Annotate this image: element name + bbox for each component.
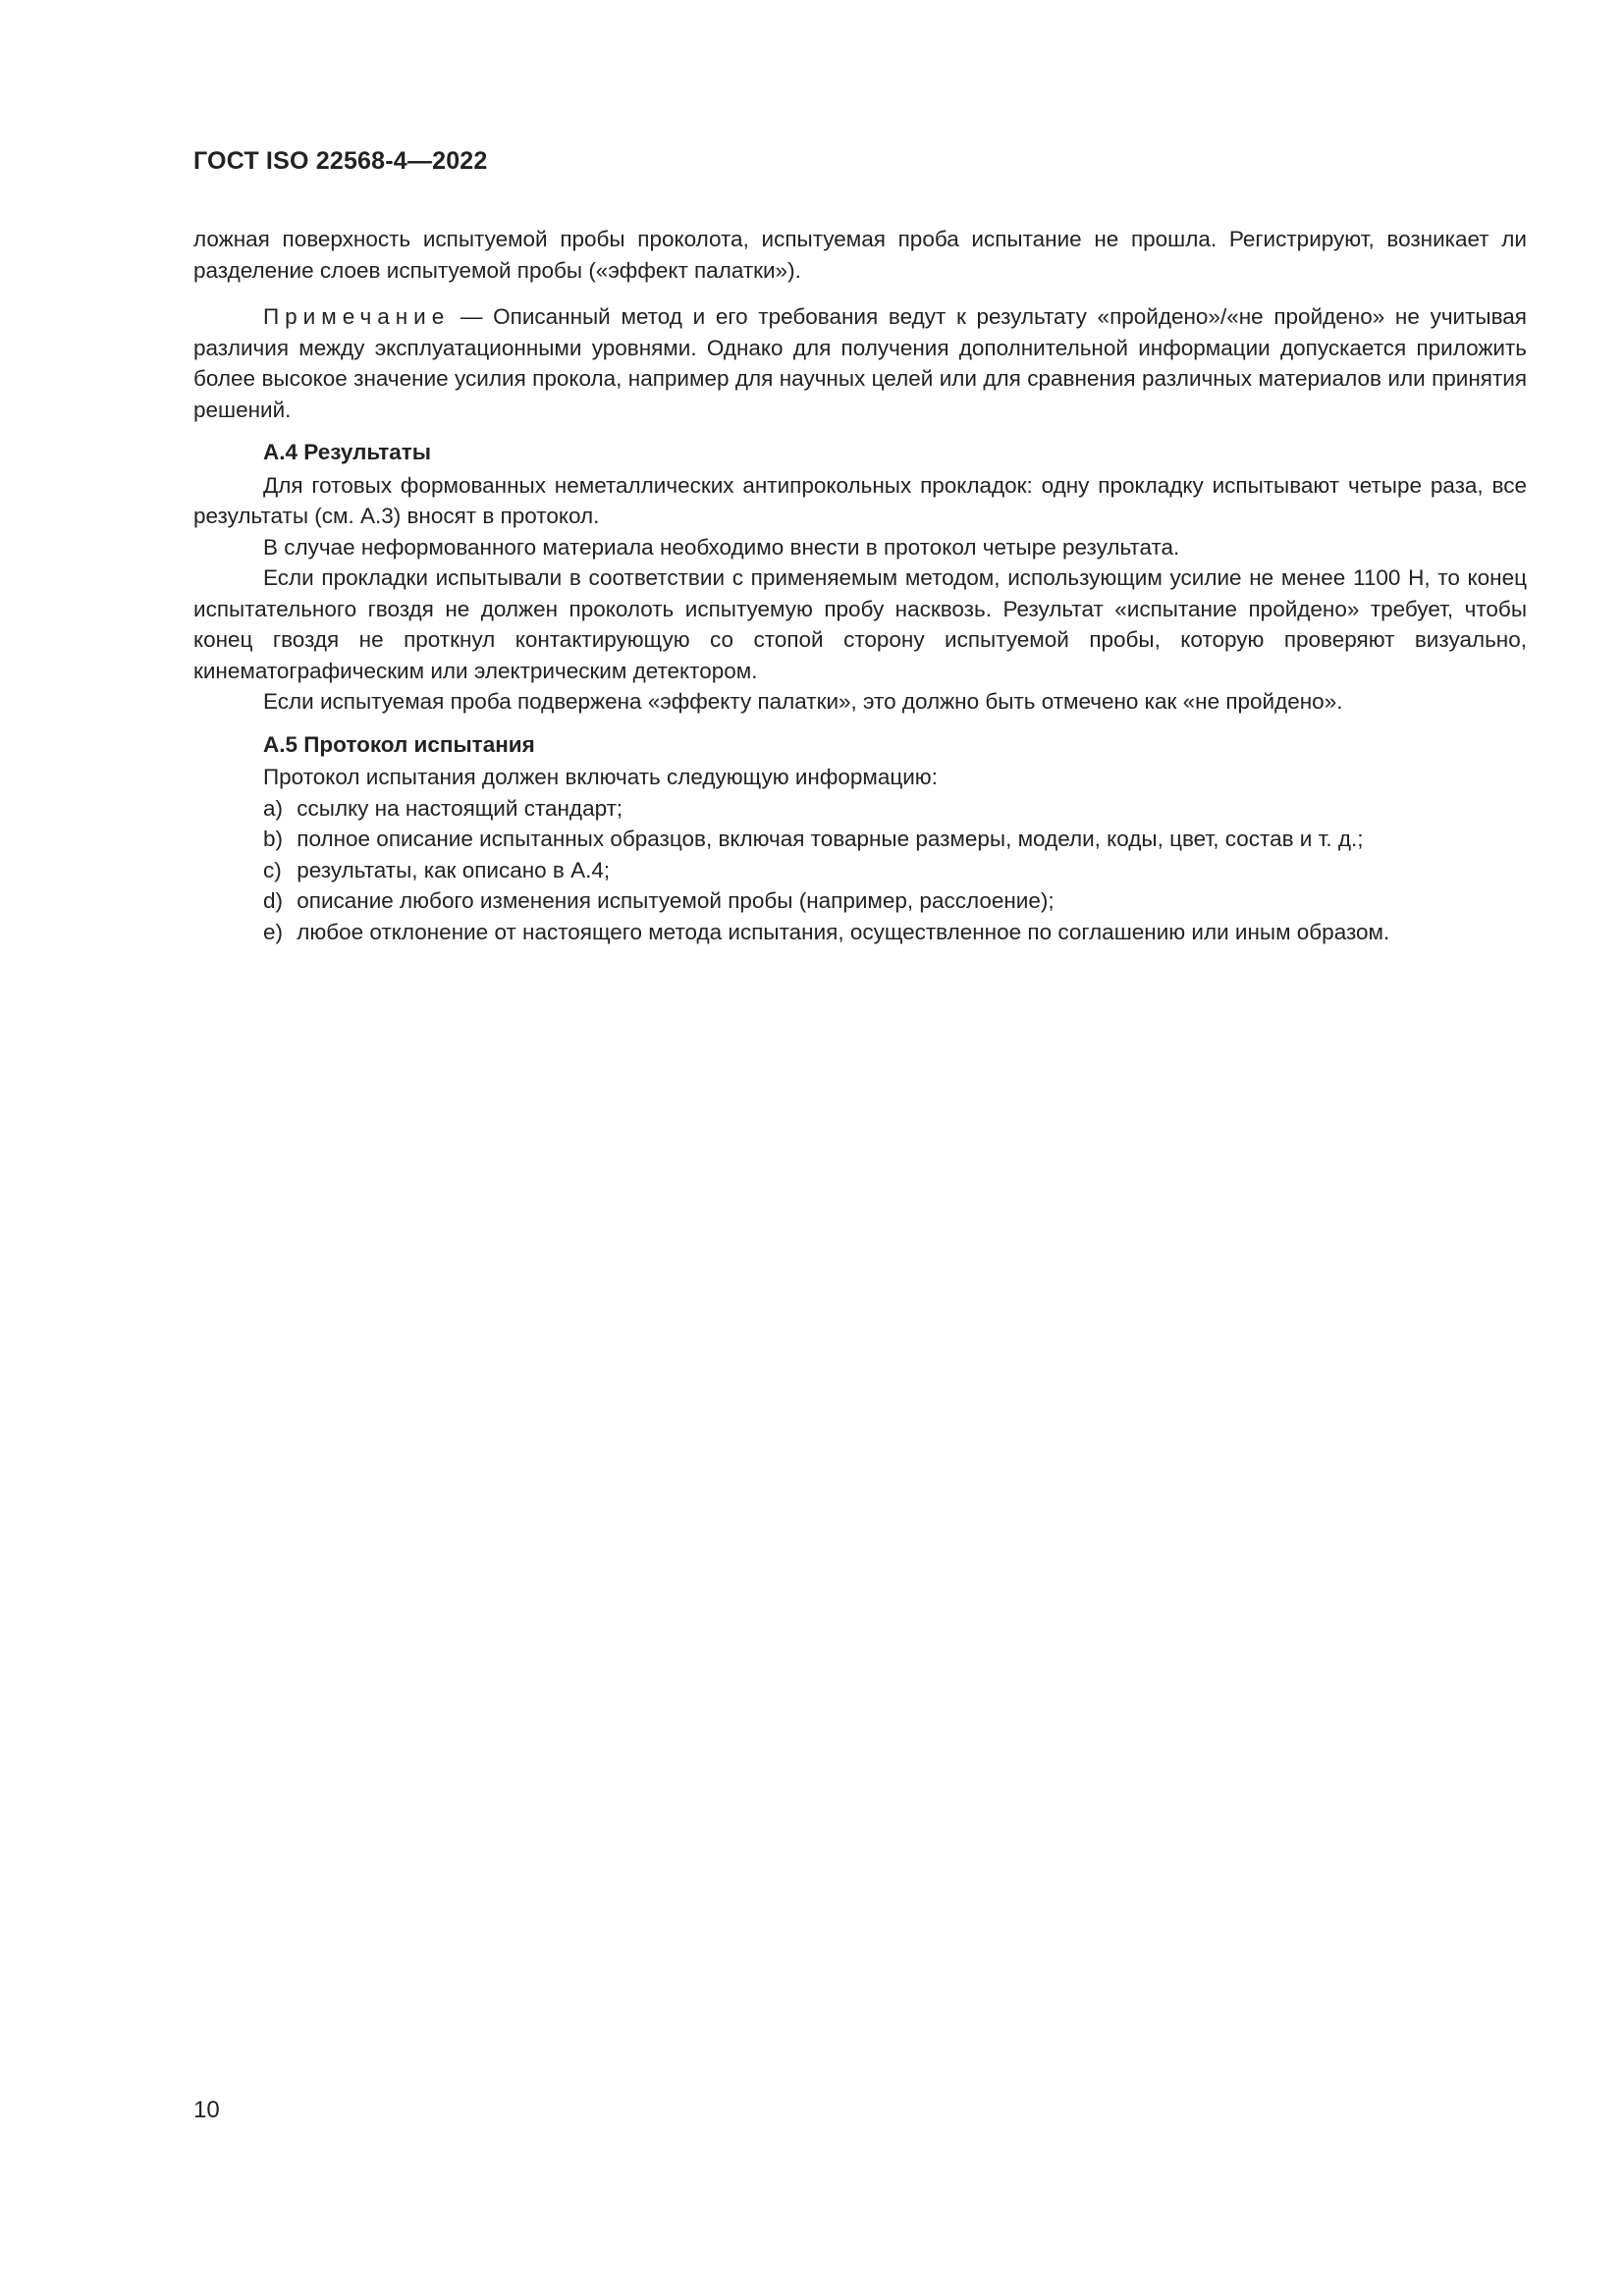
paragraph-continuation: ложная поверхность испытуемой пробы проколота, испытуемая проба испытание не прошла. Регистрируют, возникает ли разделение слоев испытуемой пробы («эффект палатки»).	[193, 227, 1527, 283]
note-paragraph	[193, 301, 1527, 425]
section-a5-intro: Протокол испытания должен включать следующую информацию:	[263, 765, 938, 789]
list-item-text: любое отклонение от настоящего метода испытания, осуществленное по соглашению или иным образом.	[297, 919, 1390, 944]
section-a4-title: А.4 Результаты	[263, 440, 431, 464]
note-label: Примечание	[263, 304, 451, 329]
list-marker: d)	[263, 888, 284, 913]
list-item	[193, 855, 1527, 886]
list-item	[193, 824, 1527, 855]
list-item-text: ссылку на настоящий стандарт;	[297, 795, 623, 821]
list-marker: b)	[263, 827, 284, 851]
list-marker: c)	[263, 857, 282, 882]
section-a4-paragraph: В случае неформованного материала необходимо внести в протокол четыре результата.	[263, 534, 1180, 560]
section-a4-paragraph: Если испытуемая проба подвержена «эффекту палатки», это должно быть отмечено как «не пройдено».	[263, 689, 1343, 714]
section-a5-title: А.5 Протокол испытания	[263, 731, 535, 757]
list-item	[193, 793, 1527, 825]
list-item-text: результаты, как описано в А.4;	[297, 857, 611, 882]
page-number: 10	[193, 2097, 220, 2123]
list-marker: e)	[263, 919, 284, 944]
list-marker: a)	[263, 795, 284, 821]
section-a4-paragraph: Если прокладки испытывали в соответствии с применяемым методом, использующим усилие не менее 1100 Н, то конец испытательного гвоздя не должен проколоть испытуемую пробу насквозь. Результат «испытание пройдено» требует, чтобы конец гвоздя не проткнул контактирующую со стопой сторону испытуемой пробы, которую проверяют визуально, кинематографическим или электрическим детектором.	[193, 565, 1527, 683]
document-header: ГОСТ ISO 22568-4—2022	[193, 147, 488, 175]
document-body	[193, 224, 1527, 947]
list-item-text: описание любого изменения испытуемой пробы (например, расслоение);	[297, 888, 1055, 913]
note-text: — Описанный метод и его требования ведут к результату «пройдено»/«не пройдено» не учитывая различия между эксплуатационными уровнями. Однако для получения дополнительной информации допускается приложить более высокое значение усилия прокола, например для научных целей или для сравнения различных материалов или принятия решений.	[193, 304, 1527, 422]
list-item-text: полное описание испытанных образцов, включая товарные размеры, модели, коды, цвет, состав и т. д.;	[297, 827, 1364, 851]
list-item	[193, 885, 1527, 917]
list-item	[193, 917, 1527, 948]
section-a4-paragraph: Для готовых формованных неметаллических антипрокольных прокладок: одну прокладку испытывают четыре раза, все результаты (см. А.3) вносят в протокол.	[193, 472, 1527, 528]
